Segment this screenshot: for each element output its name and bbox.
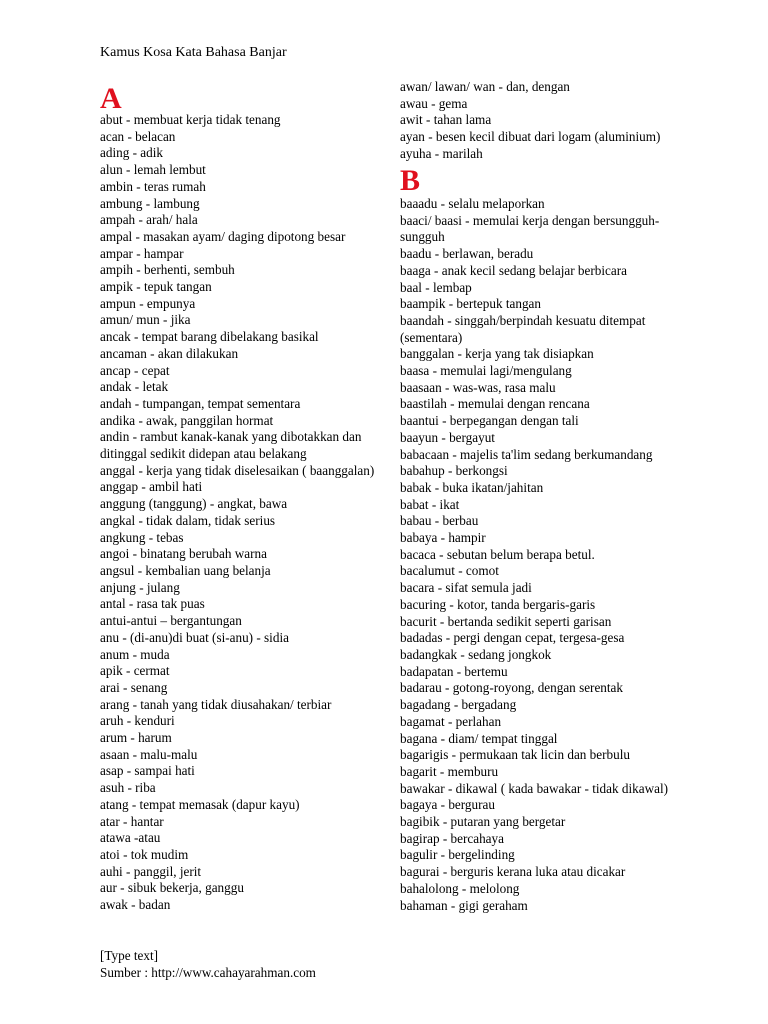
dictionary-entry: bacuring - kotor, tanda bergaris-garis: [400, 596, 596, 612]
dictionary-entry: bagarit - memburu: [400, 763, 499, 779]
dictionary-entry: asap - sampai hati: [100, 763, 195, 779]
page-footer: [100, 948, 316, 981]
dictionary-entry: ampar - hampar: [100, 245, 184, 261]
dictionary-entry: baaga - anak kecil sedang belajar berbicara: [400, 262, 627, 278]
dictionary-entry: ampih - berhenti, sembuh: [100, 262, 235, 278]
dictionary-entry: baasa - memulai lagi/mengulang: [400, 363, 572, 379]
dictionary-entry: ampun - empunya: [100, 295, 196, 311]
dictionary-entry: acan - belacan: [100, 128, 176, 144]
dictionary-entry: anum - muda: [100, 646, 170, 662]
dictionary-entry: ading - adik: [100, 145, 163, 161]
dictionary-entry: ayuha - marilah: [400, 145, 483, 161]
dictionary-entry: bahalolong - melolong: [400, 880, 520, 896]
dictionary-entry: ampal - masakan ayam/ daging dipotong besar: [100, 228, 346, 244]
dictionary-entry: bahaman - gigi geraham: [400, 897, 528, 913]
dictionary-entry: ampah - arah/ hala: [100, 212, 198, 228]
dictionary-entry: bacara - sifat semula jadi: [400, 580, 532, 596]
dictionary-entry: awit - tahan lama: [400, 112, 492, 128]
dictionary-entry: anjung - julang: [100, 579, 180, 595]
dictionary-entry: bagirap - bercahaya: [400, 830, 504, 846]
dictionary-entry: baadu - berlawan, beradu: [400, 246, 534, 262]
entry-list-a-continued: [400, 79, 700, 163]
dictionary-entry: baandah - singgah/berpindah kesuatu ditempat (sementara): [400, 312, 646, 345]
dictionary-entry: asuh - riba: [100, 780, 156, 796]
dictionary-entry: bacurit - bertanda sedikit seperti garisan: [400, 613, 612, 629]
dictionary-entry: bagarigis - permukaan tak licin dan berbulu: [400, 747, 630, 763]
dictionary-entry: badadas - pergi dengan cepat, tergesa-gesa: [400, 630, 625, 646]
entry-list-a: [100, 112, 390, 914]
dictionary-entry: baal - lembap: [400, 279, 472, 295]
dictionary-entry: alun - lemah lembut: [100, 162, 206, 178]
dictionary-entry: andika - awak, panggilan hormat: [100, 412, 274, 428]
dictionary-entry: baastilah - memulai dengan rencana: [400, 396, 590, 412]
dictionary-entry: anggung (tanggung) - angkat, bawa: [100, 496, 288, 512]
dictionary-entry: andin - rambut kanak-kanak yang dibotakkan dan ditinggal sedikit didepan atau belakang: [100, 429, 362, 462]
dictionary-entry: abut - membuat kerja tidak tenang: [100, 112, 281, 127]
dictionary-entry: baasaan - was-was, rasa malu: [400, 379, 556, 395]
dictionary-entry: bagulir - bergelinding: [400, 847, 515, 863]
dictionary-entry: baaadu - selalu melaporkan: [400, 196, 545, 211]
dictionary-entry: bagadang - bergadang: [400, 697, 517, 713]
dictionary-entry: awak - badan: [100, 897, 171, 913]
dictionary-entry: bacaca - sebutan belum berapa betul.: [400, 546, 595, 562]
dictionary-entry: antal - rasa tak puas: [100, 596, 205, 612]
dictionary-entry: bacalumut - comot: [400, 563, 499, 579]
dictionary-entry: ancaman - akan dilakukan: [100, 345, 239, 361]
dictionary-entry: angkal - tidak dalam, tidak serius: [100, 512, 276, 528]
dictionary-entry: babau - berbau: [400, 513, 479, 529]
dictionary-entry: bawakar - dikawal ( kada bawakar - tidak dikawal): [400, 780, 669, 796]
dictionary-entry: antui-antui – bergantungan: [100, 613, 242, 629]
dictionary-entry: awan/ lawan/ wan - dan, dengan: [400, 79, 570, 94]
dictionary-entry: atoi - tok mudim: [100, 846, 189, 862]
dictionary-entry: badapatan - bertemu: [400, 663, 508, 679]
dictionary-entry: aruh - kenduri: [100, 713, 175, 729]
dictionary-entry: ancap - cepat: [100, 362, 170, 378]
dictionary-entry: ambung - lambung: [100, 195, 200, 211]
dictionary-entry: banggalan - kerja yang tak disiapkan: [400, 346, 594, 362]
dictionary-entry: babak - buka ikatan/jahitan: [400, 479, 544, 495]
dictionary-entry: atawa -atau: [100, 830, 161, 846]
dictionary-entry: aur - sibuk bekerja, ganggu: [100, 880, 244, 896]
dictionary-entry: bagaya - bergurau: [400, 797, 495, 813]
dictionary-entry: atang - tempat memasak (dapur kayu): [100, 796, 300, 812]
dictionary-entry: arum - harum: [100, 730, 172, 746]
dictionary-entry: babaya - hampir: [400, 530, 486, 546]
section-letter-a: A: [100, 82, 122, 115]
section-letter-b: B: [400, 164, 421, 197]
dictionary-entry: andak - letak: [100, 379, 169, 395]
dictionary-entry: babat - ikat: [400, 496, 460, 512]
footer-source: Sumber : http://www.cahayarahman.com: [100, 964, 316, 980]
dictionary-entry: arang - tanah yang tidak diusahakan/ terbiar: [100, 696, 332, 712]
entry-list-b: [400, 196, 700, 914]
dictionary-entry: baaci/ baasi - memulai kerja dengan bersungguh-sungguh: [400, 212, 660, 245]
dictionary-entry: arai - senang: [100, 679, 168, 695]
footer-placeholder: [Type text]: [100, 948, 159, 963]
dictionary-entry: amun/ mun - jika: [100, 312, 191, 328]
dictionary-entry: awau - gema: [400, 95, 468, 111]
dictionary-entry: bagamat - perlahan: [400, 713, 502, 729]
dictionary-entry: ancak - tempat barang dibelakang basikal: [100, 329, 319, 345]
dictionary-entry: anggal - kerja yang tidak diselesaikan ( baanggalan): [100, 462, 375, 478]
dictionary-entry: andah - tumpangan, tempat sementara: [100, 395, 301, 411]
dictionary-entry: apik - cermat: [100, 663, 170, 679]
dictionary-entry: ayan - besen kecil dibuat dari logam (aluminium): [400, 129, 661, 145]
dictionary-entry: babacaan - majelis ta'lim sedang berkumandang: [400, 446, 653, 462]
dictionary-entry: babahup - berkongsi: [400, 463, 508, 479]
dictionary-entry: angoi - binatang berubah warna: [100, 546, 267, 562]
dictionary-entry: anu - (di-anu)di buat (si-anu) - sidia: [100, 629, 289, 645]
document-title: Kamus Kosa Kata Bahasa Banjar: [100, 45, 287, 60]
dictionary-entry: badarau - gotong-royong, dengan serentak: [400, 680, 624, 696]
dictionary-entry: baayun - bergayut: [400, 429, 495, 445]
dictionary-entry: asaan - malu-malu: [100, 746, 198, 762]
dictionary-entry: ampik - tepuk tangan: [100, 279, 212, 295]
dictionary-entry: bagana - diam/ tempat tinggal: [400, 730, 558, 746]
dictionary-entry: angkung - tebas: [100, 529, 184, 545]
dictionary-entry: anggap - ambil hati: [100, 479, 203, 495]
dictionary-entry: badangkak - sedang jongkok: [400, 646, 552, 662]
dictionary-entry: bagibik - putaran yang bergetar: [400, 814, 566, 830]
dictionary-entry: atar - hantar: [100, 813, 164, 829]
dictionary-entry: baampik - bertepuk tangan: [400, 296, 541, 312]
dictionary-entry: ambin - teras rumah: [100, 178, 206, 194]
dictionary-entry: bagurai - berguris kerana luka atau dicakar: [400, 864, 626, 880]
dictionary-entry: baantui - berpegangan dengan tali: [400, 413, 579, 429]
dictionary-entry: angsul - kembalian uang belanja: [100, 562, 271, 578]
dictionary-entry: auhi - panggil, jerit: [100, 863, 202, 879]
